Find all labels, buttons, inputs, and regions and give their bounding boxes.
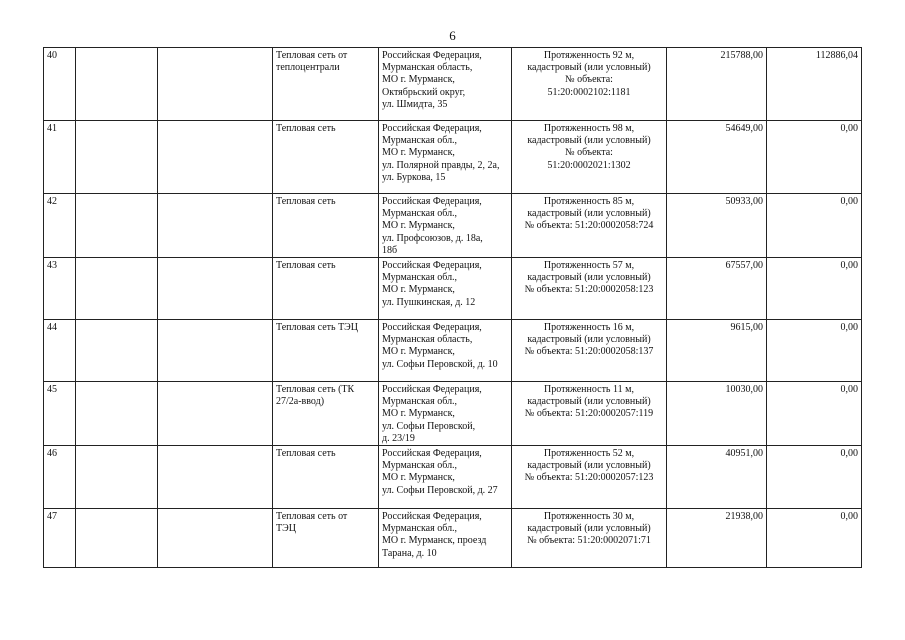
empty-cell: [158, 382, 273, 446]
cell-text-line: Российская Федерация,: [382, 50, 482, 61]
row-number-cell: 44: [44, 320, 76, 382]
cell-text-line: кадастровый (или условный): [527, 523, 651, 535]
cell-text-line: теплоцентрали: [276, 62, 340, 74]
cell-text-line: ул. Софьи Перовской,: [382, 420, 476, 432]
row-number-cell: 45: [44, 382, 76, 446]
cell-text-line: № объекта:: [565, 147, 613, 159]
row-number-cell: 46: [44, 446, 76, 509]
cell-text-line: Российская Федерация,: [382, 260, 482, 272]
object-name-cell: [273, 48, 379, 121]
cell-text-line: Мурманская обл.,: [382, 523, 458, 535]
cell-text-line: Протяженность 57 м,: [543, 260, 635, 272]
residual-value-cell: 112886,04: [767, 48, 862, 121]
cell-text-line: Протяженность 85 м,: [543, 196, 635, 207]
empty-cell: [76, 258, 158, 320]
address-cell: [379, 194, 512, 258]
empty-cell: [76, 446, 158, 509]
cell-text-line: МО г. Мурманск,: [382, 147, 455, 159]
empty-cell: [158, 121, 273, 194]
cell-text-line: № объекта: 51:20:0002058:724: [524, 220, 654, 232]
object-name-cell: [273, 509, 379, 568]
cell-text-line: ул. Софьи Перовской, д. 10: [382, 358, 498, 370]
cell-text-line: кадастровый (или условный): [527, 135, 651, 147]
characteristics-cell: [512, 194, 667, 258]
cell-text-line: Тепловая сеть: [276, 260, 336, 272]
residual-value-cell: 0,00: [767, 320, 862, 382]
residual-value-cell: 0,00: [767, 509, 862, 568]
cell-text-line: Российская Федерация,: [382, 448, 482, 460]
row-number-cell: 42: [44, 194, 76, 258]
table-row: [44, 509, 862, 568]
table-row: [44, 258, 862, 320]
cell-text-line: МО г. Мурманск,: [382, 74, 455, 86]
page-number: 6: [449, 28, 456, 43]
cell-text-line: Российская Федерация,: [382, 322, 482, 334]
cell-text-line: МО г. Мурманск,: [382, 472, 455, 484]
residual-value-cell: 0,00: [767, 446, 862, 509]
address-cell: [379, 258, 512, 320]
cell-text-line: Мурманская обл.,: [382, 396, 458, 408]
balance-value-cell: 215788,00: [667, 48, 767, 121]
table-row: [44, 382, 862, 446]
row-number-cell: 41: [44, 121, 76, 194]
cell-text-line: кадастровый (или условный): [527, 460, 651, 472]
cell-text-line: ул. Буркова, 15: [382, 171, 446, 183]
empty-cell: [158, 509, 273, 568]
characteristics-cell: [512, 446, 667, 509]
characteristics-cell: [512, 509, 667, 568]
object-name-cell: [273, 121, 379, 194]
cell-text-line: Российская Федерация,: [382, 384, 482, 396]
cell-text-line: № объекта: 51:20:0002058:137: [524, 346, 654, 358]
empty-cell: [158, 48, 273, 121]
cell-text-line: № объекта: 51:20:0002057:119: [524, 408, 654, 420]
cell-text-line: Тепловая сеть от: [276, 511, 348, 523]
table-row: [44, 194, 862, 258]
address-cell: [379, 320, 512, 382]
cell-text-line: кадастровый (или условный): [527, 396, 651, 408]
cell-text-line: ул. Софьи Перовской, д. 27: [382, 484, 498, 496]
cell-text-line: Мурманская область,: [382, 334, 473, 346]
cell-text-line: Тепловая сеть (ТК: [276, 384, 355, 396]
object-name-cell: [273, 382, 379, 446]
characteristics-cell: [512, 258, 667, 320]
cell-text-line: МО г. Мурманск,: [382, 220, 455, 232]
balance-value-cell: 67557,00: [667, 258, 767, 320]
cell-text-line: Протяженность 98 м,: [543, 123, 635, 134]
address-cell: [379, 446, 512, 509]
cell-text-line: Мурманская обл.,: [382, 208, 458, 220]
property-registry-table: [43, 47, 862, 568]
cell-text-line: Мурманская область,: [382, 62, 473, 74]
object-name-cell: [273, 194, 379, 258]
empty-cell: [76, 320, 158, 382]
cell-text-line: Тарана, д. 10: [382, 547, 437, 559]
cell-text-line: 51:20:0002021:1302: [547, 159, 631, 171]
empty-cell: [158, 320, 273, 382]
cell-text-line: № объекта: 51:20:0002058:123: [524, 284, 654, 296]
cell-text-line: Протяженность 11 м,: [544, 384, 634, 396]
row-number-cell: 47: [44, 509, 76, 568]
table-row: [44, 48, 862, 121]
empty-cell: [76, 48, 158, 121]
table-row: [44, 446, 862, 509]
characteristics-cell: [512, 382, 667, 446]
characteristics-cell: [512, 320, 667, 382]
cell-text-line: кадастровый (или условный): [527, 62, 651, 74]
cell-text-line: МО г. Мурманск,: [382, 346, 455, 358]
row-number-cell: 43: [44, 258, 76, 320]
cell-text-line: 18б: [382, 244, 398, 256]
cell-text-line: МО г. Мурманск,: [382, 284, 455, 296]
empty-cell: [76, 382, 158, 446]
residual-value-cell: 0,00: [767, 194, 862, 258]
cell-text-line: 27/2а-ввод): [276, 396, 325, 408]
cell-text-line: Тепловая сеть от: [276, 50, 348, 61]
cell-text-line: МО г. Мурманск, проезд: [382, 535, 487, 547]
residual-value-cell: 0,00: [767, 382, 862, 446]
cell-text-line: МО г. Мурманск,: [382, 408, 455, 420]
cell-text-line: ул. Профсоюзов, д. 18а,: [382, 232, 483, 244]
cell-text-line: Тепловая сеть: [276, 123, 336, 134]
cell-text-line: Мурманская обл.,: [382, 135, 458, 147]
cell-text-line: Протяженность 16 м,: [543, 322, 635, 334]
cell-text-line: Тепловая сеть ТЭЦ: [276, 322, 358, 334]
address-cell: [379, 48, 512, 121]
empty-cell: [158, 194, 273, 258]
cell-text-line: ул. Пушкинская, д. 12: [382, 296, 476, 308]
empty-cell: [158, 258, 273, 320]
cell-text-line: Протяженность 30 м,: [543, 511, 635, 523]
cell-text-line: 51:20:0002102:1181: [547, 86, 631, 98]
cell-text-line: Протяженность 92 м,: [543, 50, 635, 61]
characteristics-cell: [512, 121, 667, 194]
cell-text-line: Российская Федерация,: [382, 511, 482, 523]
cell-text-line: Мурманская обл.,: [382, 460, 458, 472]
cell-text-line: № объекта:: [565, 74, 613, 86]
cell-text-line: Мурманская обл.,: [382, 272, 458, 284]
cell-text-line: Российская Федерация,: [382, 196, 482, 207]
cell-text-line: Октябрьский округ,: [382, 86, 466, 98]
address-cell: [379, 382, 512, 446]
cell-text-line: кадастровый (или условный): [527, 208, 651, 220]
cell-text-line: д. 23/19: [382, 432, 415, 444]
cell-text-line: Тепловая сеть: [276, 196, 336, 207]
empty-cell: [158, 446, 273, 509]
empty-cell: [76, 121, 158, 194]
address-cell: [379, 509, 512, 568]
cell-text-line: кадастровый (или условный): [527, 272, 651, 284]
cell-text-line: Тепловая сеть: [276, 448, 336, 460]
object-name-cell: [273, 258, 379, 320]
residual-value-cell: 0,00: [767, 121, 862, 194]
cell-text-line: Протяженность 52 м,: [543, 448, 635, 460]
characteristics-cell: [512, 48, 667, 121]
cell-text-line: ул. Шмидта, 35: [382, 98, 448, 110]
cell-text-line: № объекта: 51:20:0002057:123: [524, 472, 654, 484]
cell-text-line: кадастровый (или условный): [527, 334, 651, 346]
empty-cell: [76, 509, 158, 568]
object-name-cell: [273, 320, 379, 382]
address-cell: [379, 121, 512, 194]
balance-value-cell: 54649,00: [667, 121, 767, 194]
cell-text-line: № объекта: 51:20:0002071:71: [527, 535, 651, 547]
empty-cell: [76, 194, 158, 258]
table-row: [44, 320, 862, 382]
balance-value-cell: 9615,00: [667, 320, 767, 382]
cell-text-line: Российская Федерация,: [382, 123, 482, 134]
balance-value-cell: 50933,00: [667, 194, 767, 258]
table-row: [44, 121, 862, 194]
balance-value-cell: 10030,00: [667, 382, 767, 446]
cell-text-line: ул. Полярной правды, 2, 2а,: [382, 159, 500, 171]
balance-value-cell: 40951,00: [667, 446, 767, 509]
row-number-cell: 40: [44, 48, 76, 121]
cell-text-line: ТЭЦ: [276, 523, 296, 535]
residual-value-cell: 0,00: [767, 258, 862, 320]
object-name-cell: [273, 446, 379, 509]
balance-value-cell: 21938,00: [667, 509, 767, 568]
